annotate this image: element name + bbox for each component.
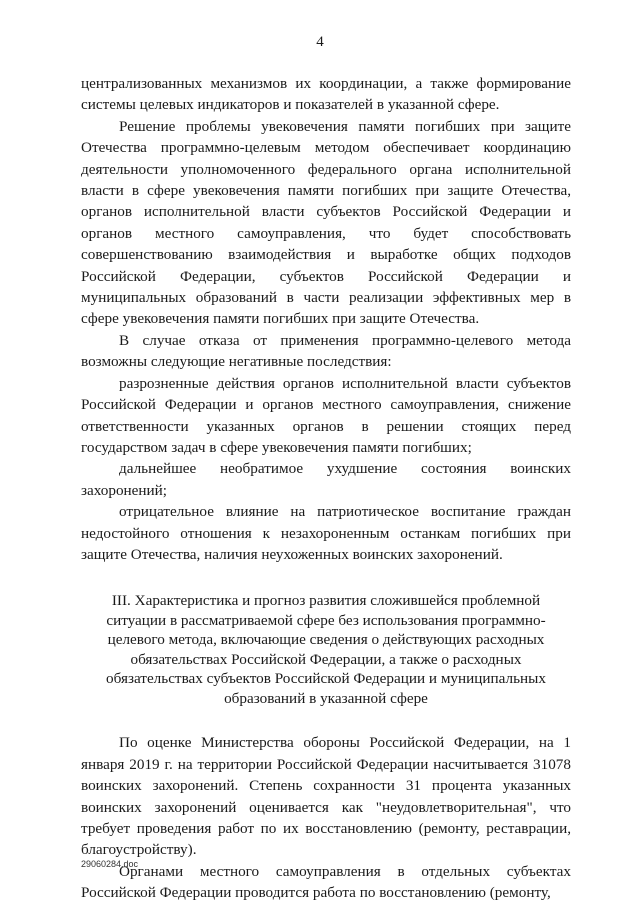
paragraph-assessment: По оценке Министерства обороны Российской Федерации, на 1 января 2019 г. на территории Российской Федерации насчитывается 31078 воинских захоронений. Степень сохранности 31 процента указанных воинских захоронений оценивается как "неудовлетворительная", что требует проведения работ по их восстановлению (ремонту, реставрации, благоустройству).	[81, 734, 571, 859]
consequence-item-2: дальнейшее необратимое ухудшение состояния воинских захоронений;	[81, 460, 571, 499]
file-name-footer: 29060284.doc	[81, 859, 139, 869]
document-body	[81, 73, 571, 904]
consequence-item-1: разрозненные действия органов исполнительной власти субъектов Российской Федерации и органов местного самоуправления, снижение ответственности указанных органов в решении стоящих перед государством задач в сфере увековечения памяти погибших;	[81, 374, 571, 456]
paragraph-consequences-intro: В случае отказа от применения программно-целевого метода возможны следующие негативные последствия:	[81, 331, 571, 371]
paragraph-local-government: Органами местного самоуправления в отдельных субъектах Российской Федерации проводится работа по восстановлению (ремонту,	[81, 862, 571, 902]
section-heading: III. Характеристика и прогноз развития сложившейся проблемной ситуации в рассматриваемой сфере без использования программно-целевого метода, включающие сведения о действующих расходных обязательствах Российской Федерации, а также о расходных обязательствах субъектов Российской Федерации и муниципальных образований в указанной сфере	[106, 592, 546, 707]
paragraph-continuation: централизованных механизмов их координации, а также формирование системы целевых индикаторов и показателей в указанной сфере.	[81, 75, 571, 114]
paragraph-coordination: Решение проблемы увековечения памяти погибших при защите Отечества программно-целевым методом обеспечивает координацию деятельности уполномоченного федерального органа исполнительной власти в сфере увековечения памяти погибших при защите Отечества, органов исполнительной власти субъектов Российской Федерации и органов местного самоуправления, что будет способствовать совершенствованию взаимодействия и выработке общих подходов Российской Федерации, субъектов Российской Федерации и муниципальных образований в части реализации эффективных мер в сфере увековечения памяти погибших при защите Отечества.	[81, 117, 571, 328]
consequence-item-3: отрицательное влияние на патриотическое воспитание граждан недостойного отношения к незахороненным останкам погибших при защите Отечества, наличия неухоженных воинских захоронений.	[81, 503, 571, 563]
page-number: 4	[316, 34, 324, 50]
